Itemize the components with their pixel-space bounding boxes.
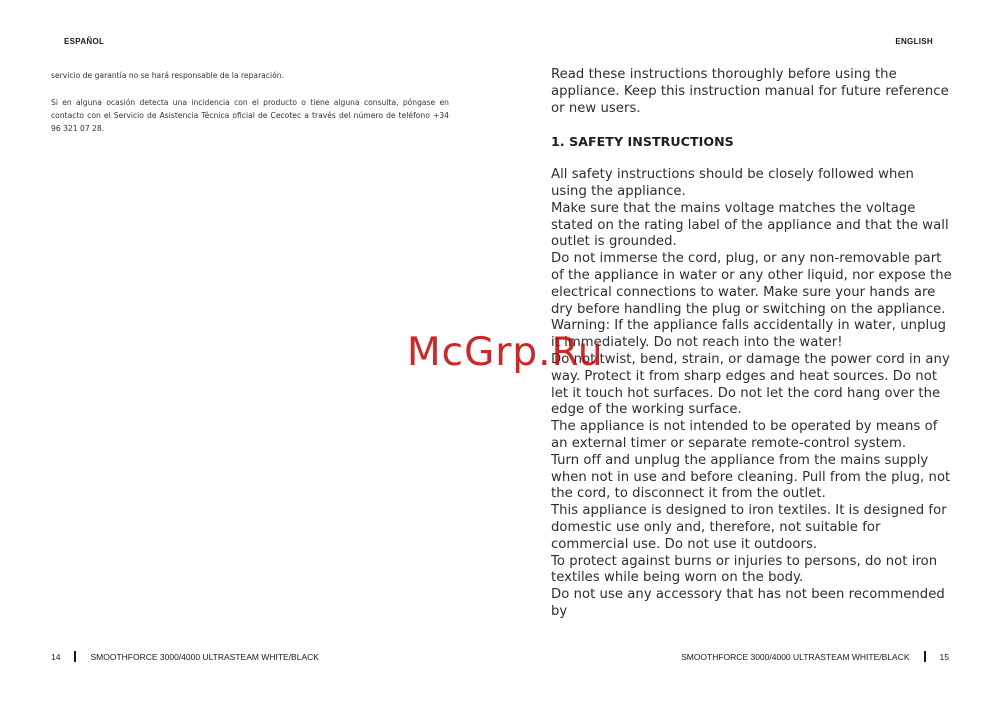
safety-paragraph-7: Turn off and unplug the appliance from the mains supply when not in use and before cleaning. Pull from the plug, not the cord, to disconnect it from the outlet. [551,452,951,502]
safety-paragraph-1: All safety instructions should be closely followed when using the appliance. [551,167,914,199]
left-page-language-header: ESPAÑOL [64,37,105,46]
right-page-number: 15 [939,651,949,662]
footer-divider [74,651,76,662]
right-page-language-header: ENGLISH [895,37,933,46]
footer-divider [924,651,926,662]
left-page-body [51,69,449,149]
safety-paragraph-10: Do not use any accessory that has not been recommended by [551,587,945,619]
right-page-footer [681,651,949,662]
left-footer-product: SMOOTHFORCE 3000/4000 ULTRASTEAM WHITE/BLACK [90,651,319,662]
safety-paragraph-5: Do not twist, bend, strain, or damage the power cord in any way. Protect it from sharp edges and heat sources. Do not let it touch hot surfaces. Do not let the cord hang over the edge of the working surface. [551,351,950,418]
safety-paragraph-6: The appliance is not intended to be operated by means of an external timer or separate remote-control system. [551,419,938,451]
safety-paragraph-4: Warning: If the appliance falls accidentally in water, unplug it immediately. Do not reach into the water! [551,318,947,351]
left-paragraph-2: Si en alguna ocasión detecta una incidencia con el producto o tiene alguna consulta, póngase en contacto con el Servicio de Asistencia Técnica oficial de Cecotec a través del número de teléfono +34 96 321 07 28. [51,98,449,133]
safety-paragraph-2: Make sure that the mains voltage matches the voltage stated on the rating label of the appliance and that the wall outlet is grounded. [551,200,949,250]
right-page-body [551,67,953,621]
watermark: McGrp.Ru [407,330,604,375]
section-title: 1. SAFETY INSTRUCTIONS [551,134,734,150]
left-page-number: 14 [51,651,61,662]
left-page-footer [51,651,319,662]
safety-paragraph-9: To protect against burns or injuries to persons, do not iron textiles while being worn on the body. [551,553,938,586]
right-footer-product: SMOOTHFORCE 3000/4000 ULTRASTEAM WHITE/BLACK [681,651,910,662]
intro-paragraph: Read these instructions thoroughly before using the appliance. Keep this instruction manual for future reference or new users. [551,67,949,116]
safety-paragraph-8: This appliance is designed to iron textiles. It is designed for domestic use only and, therefore, not suitable for commercial use. Do not use it outdoors. [551,503,947,552]
left-paragraph-1: servicio de garantía no se hará responsable de la reparación. [51,71,284,80]
safety-paragraph-3: Do not immerse the cord, plug, or any non-removable part of the appliance in water or any other liquid, nor expose the electrical connections to water. Make sure your hands are dry before handling the plug or switching on the appliance. [551,251,952,317]
